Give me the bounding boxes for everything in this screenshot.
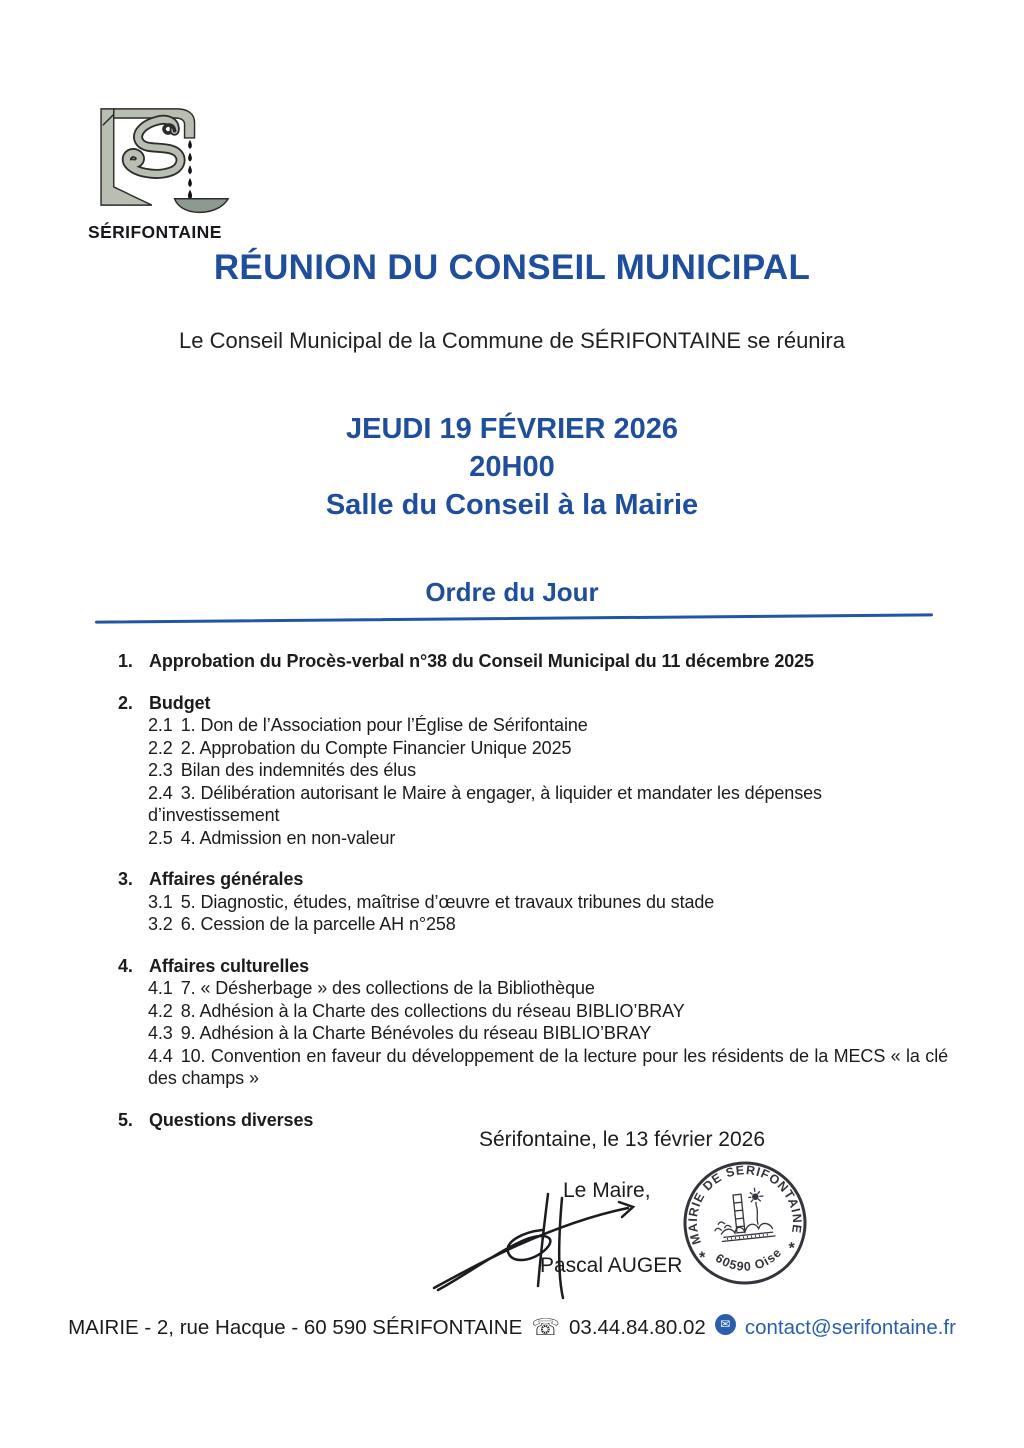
agenda-item: 2.5 4. Admission en non-valeur xyxy=(148,827,396,848)
footer-address: MAIRIE - 2, rue Hacque - 60 590 SÉRIFONTAINE xyxy=(68,1316,523,1339)
stamp-bottom-text: 60590 Oise xyxy=(712,1245,785,1274)
section-number: 5. xyxy=(118,1109,133,1130)
section-title: Affaires culturelles xyxy=(149,955,310,976)
signer-name: Pascal AUGER xyxy=(540,1254,683,1277)
agenda-section-4 xyxy=(118,955,948,1090)
section-title: Budget xyxy=(149,692,211,713)
handwritten-signature xyxy=(430,1188,665,1300)
phone-icon: ☏ xyxy=(531,1313,561,1340)
agenda-item: 3.1 5. Diagnostic, études, maîtrise d’œuvre et travaux tribunes du stade xyxy=(148,891,715,912)
agenda-item: 2.4 3. Délibération autorisant le Maire à engager, à liquider et mandater les dépenses d’investissement xyxy=(148,782,822,825)
footer-email: contact@serifontaine.fr xyxy=(744,1316,956,1339)
agenda-item: 3.2 6. Cession de la parcelle AH n°258 xyxy=(148,914,456,934)
agenda-list xyxy=(118,650,948,1150)
section-title: Affaires générales xyxy=(149,869,304,889)
agenda-item: 4.4 10. Convention en faveur du développement de la lecture pour les résidents de la MECS « la clé des champs » xyxy=(148,1045,948,1088)
agenda-section-3 xyxy=(118,868,948,936)
dateline: Sérifontaine, le 13 février 2026 xyxy=(479,1128,766,1151)
agenda-item: 4.2 8. Adhésion à la Charte des collections du réseau BIBLIO’BRAY xyxy=(148,1000,685,1021)
section-number: 1. xyxy=(118,651,133,671)
svg-text:60590 Oise xyxy=(712,1244,786,1277)
svg-text:MAIRIE DE SERIFONTAINE xyxy=(680,1157,806,1246)
stamp-monument-icon xyxy=(711,1186,776,1242)
section-number: 2. xyxy=(118,692,133,713)
stamp-top-text: MAIRIE DE SERIFONTAINE xyxy=(685,1163,805,1247)
section-number: 3. xyxy=(118,869,133,889)
stamp-star-right: * xyxy=(788,1239,797,1258)
fountain-logo-icon xyxy=(88,98,233,216)
logo-label: SÉRIFONTAINE xyxy=(88,222,222,242)
section-title: Questions diverses xyxy=(149,1109,314,1130)
meeting-details xyxy=(0,410,1024,524)
page-title: RÉUNION DU CONSEIL MUNICIPAL xyxy=(213,248,811,287)
agenda-item: 2.1 1. Don de l’Association pour l’Église de Sérifontaine xyxy=(148,715,588,735)
footer-phone: 03.44.84.80.02 xyxy=(569,1316,706,1339)
section-title: Approbation du Procès-verbal n°38 du Conseil Municipal du 11 décembre 2025 xyxy=(149,651,814,671)
agenda-section-1 xyxy=(118,650,948,673)
meeting-date: JEUDI 19 FÉVRIER 2026 xyxy=(345,413,679,445)
email-icon: ✉ xyxy=(715,1314,736,1335)
meeting-place: Salle du Conseil à la Mairie xyxy=(325,489,699,521)
agenda-item: 2.2 2. Approbation du Compte Financier Unique 2025 xyxy=(148,737,572,758)
signer-role: Le Maire, xyxy=(563,1179,651,1202)
footer-contact xyxy=(0,1313,1024,1340)
section-number: 4. xyxy=(118,955,133,976)
meeting-time: 20H00 xyxy=(469,451,555,483)
agenda-item: 4.3 9. Adhésion à la Charte Bénévoles du réseau BIBLIO’BRAY xyxy=(148,1023,652,1043)
mairie-stamp-icon xyxy=(674,1152,817,1295)
agenda-item: 2.3 Bilan des indemnités des élus xyxy=(148,760,416,780)
heading-rule xyxy=(95,613,933,623)
agenda-section-2 xyxy=(118,692,948,850)
agenda-heading: Ordre du Jour xyxy=(425,577,599,607)
stamp-star-left: * xyxy=(698,1249,707,1267)
agenda-item: 4.1 7. « Désherbage » des collections de la Bibliothèque xyxy=(148,978,595,998)
commune-logo xyxy=(88,98,248,243)
subtitle: Le Conseil Municipal de la Commune de SÉRIFONTAINE se réunira xyxy=(179,328,845,353)
